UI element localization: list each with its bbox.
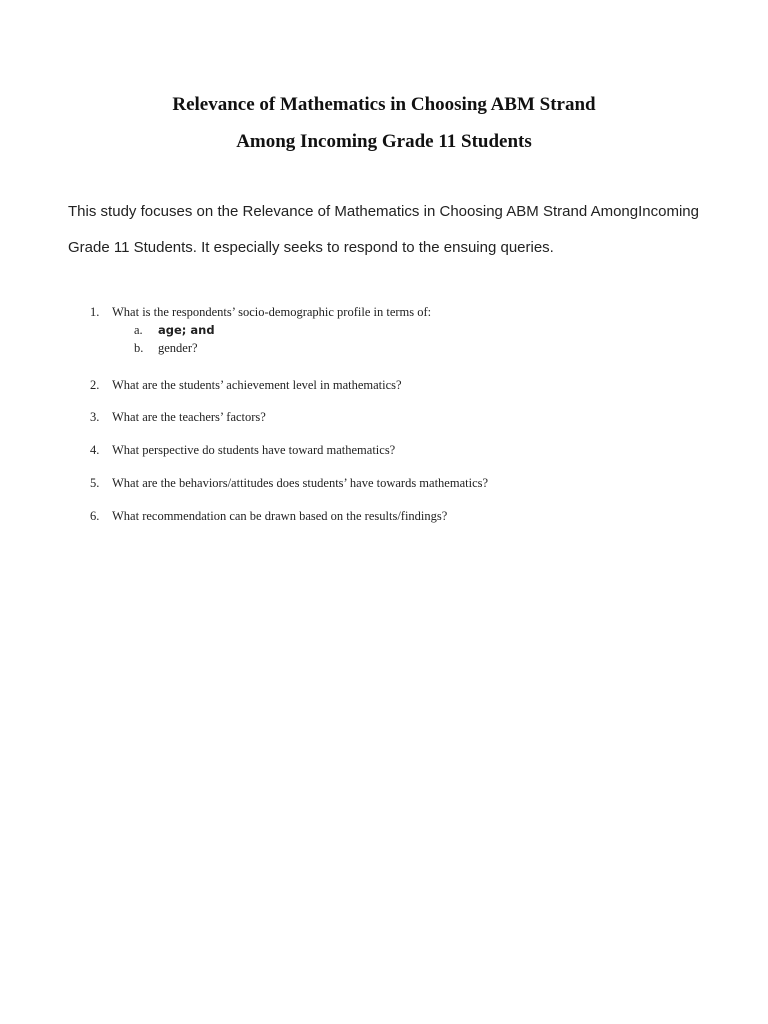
question-item-5 bbox=[90, 476, 690, 491]
question-item-2 bbox=[90, 378, 690, 393]
question-number: 1. bbox=[90, 305, 100, 319]
document-title-line-1: Relevance of Mathematics in Choosing ABM Strand bbox=[172, 94, 596, 115]
question-item-3 bbox=[90, 410, 690, 425]
question-number: 6. bbox=[90, 509, 100, 523]
question-number: 4. bbox=[90, 443, 100, 457]
question-text: What is the respondents’ socio-demographic profile in terms of: bbox=[112, 305, 432, 319]
sub-item-text: gender? bbox=[158, 341, 198, 355]
sub-item-letter: a. bbox=[134, 323, 143, 337]
question-number: 3. bbox=[90, 410, 100, 424]
question-item-1 bbox=[90, 305, 690, 320]
question-number: 5. bbox=[90, 476, 100, 490]
question-text: What are the behaviors/attitudes does students’ have towards mathematics? bbox=[112, 476, 489, 490]
question-text: What are the teachers’ factors? bbox=[112, 410, 266, 424]
question-text: What are the students’ achievement level in mathematics? bbox=[112, 378, 402, 392]
intro-paragraph: This study focuses on the Relevance of Mathematics in Choosing ABM Strand AmongIncoming Grade 11 Students. It especially seeks to respond to the ensuing queries. bbox=[68, 203, 699, 256]
sub-item-b bbox=[134, 341, 198, 356]
sub-item-text: age; and bbox=[158, 323, 215, 337]
question-text: What perspective do students have toward mathematics? bbox=[112, 443, 396, 457]
sub-item-letter: b. bbox=[134, 341, 144, 355]
document-title-line-2: Among Incoming Grade 11 Students bbox=[236, 131, 532, 152]
question-item-6 bbox=[90, 509, 690, 524]
question-text: What recommendation can be drawn based on the results/findings? bbox=[112, 509, 448, 523]
question-item-4 bbox=[90, 443, 690, 458]
sub-item-a bbox=[134, 323, 215, 338]
question-number: 2. bbox=[90, 378, 100, 392]
